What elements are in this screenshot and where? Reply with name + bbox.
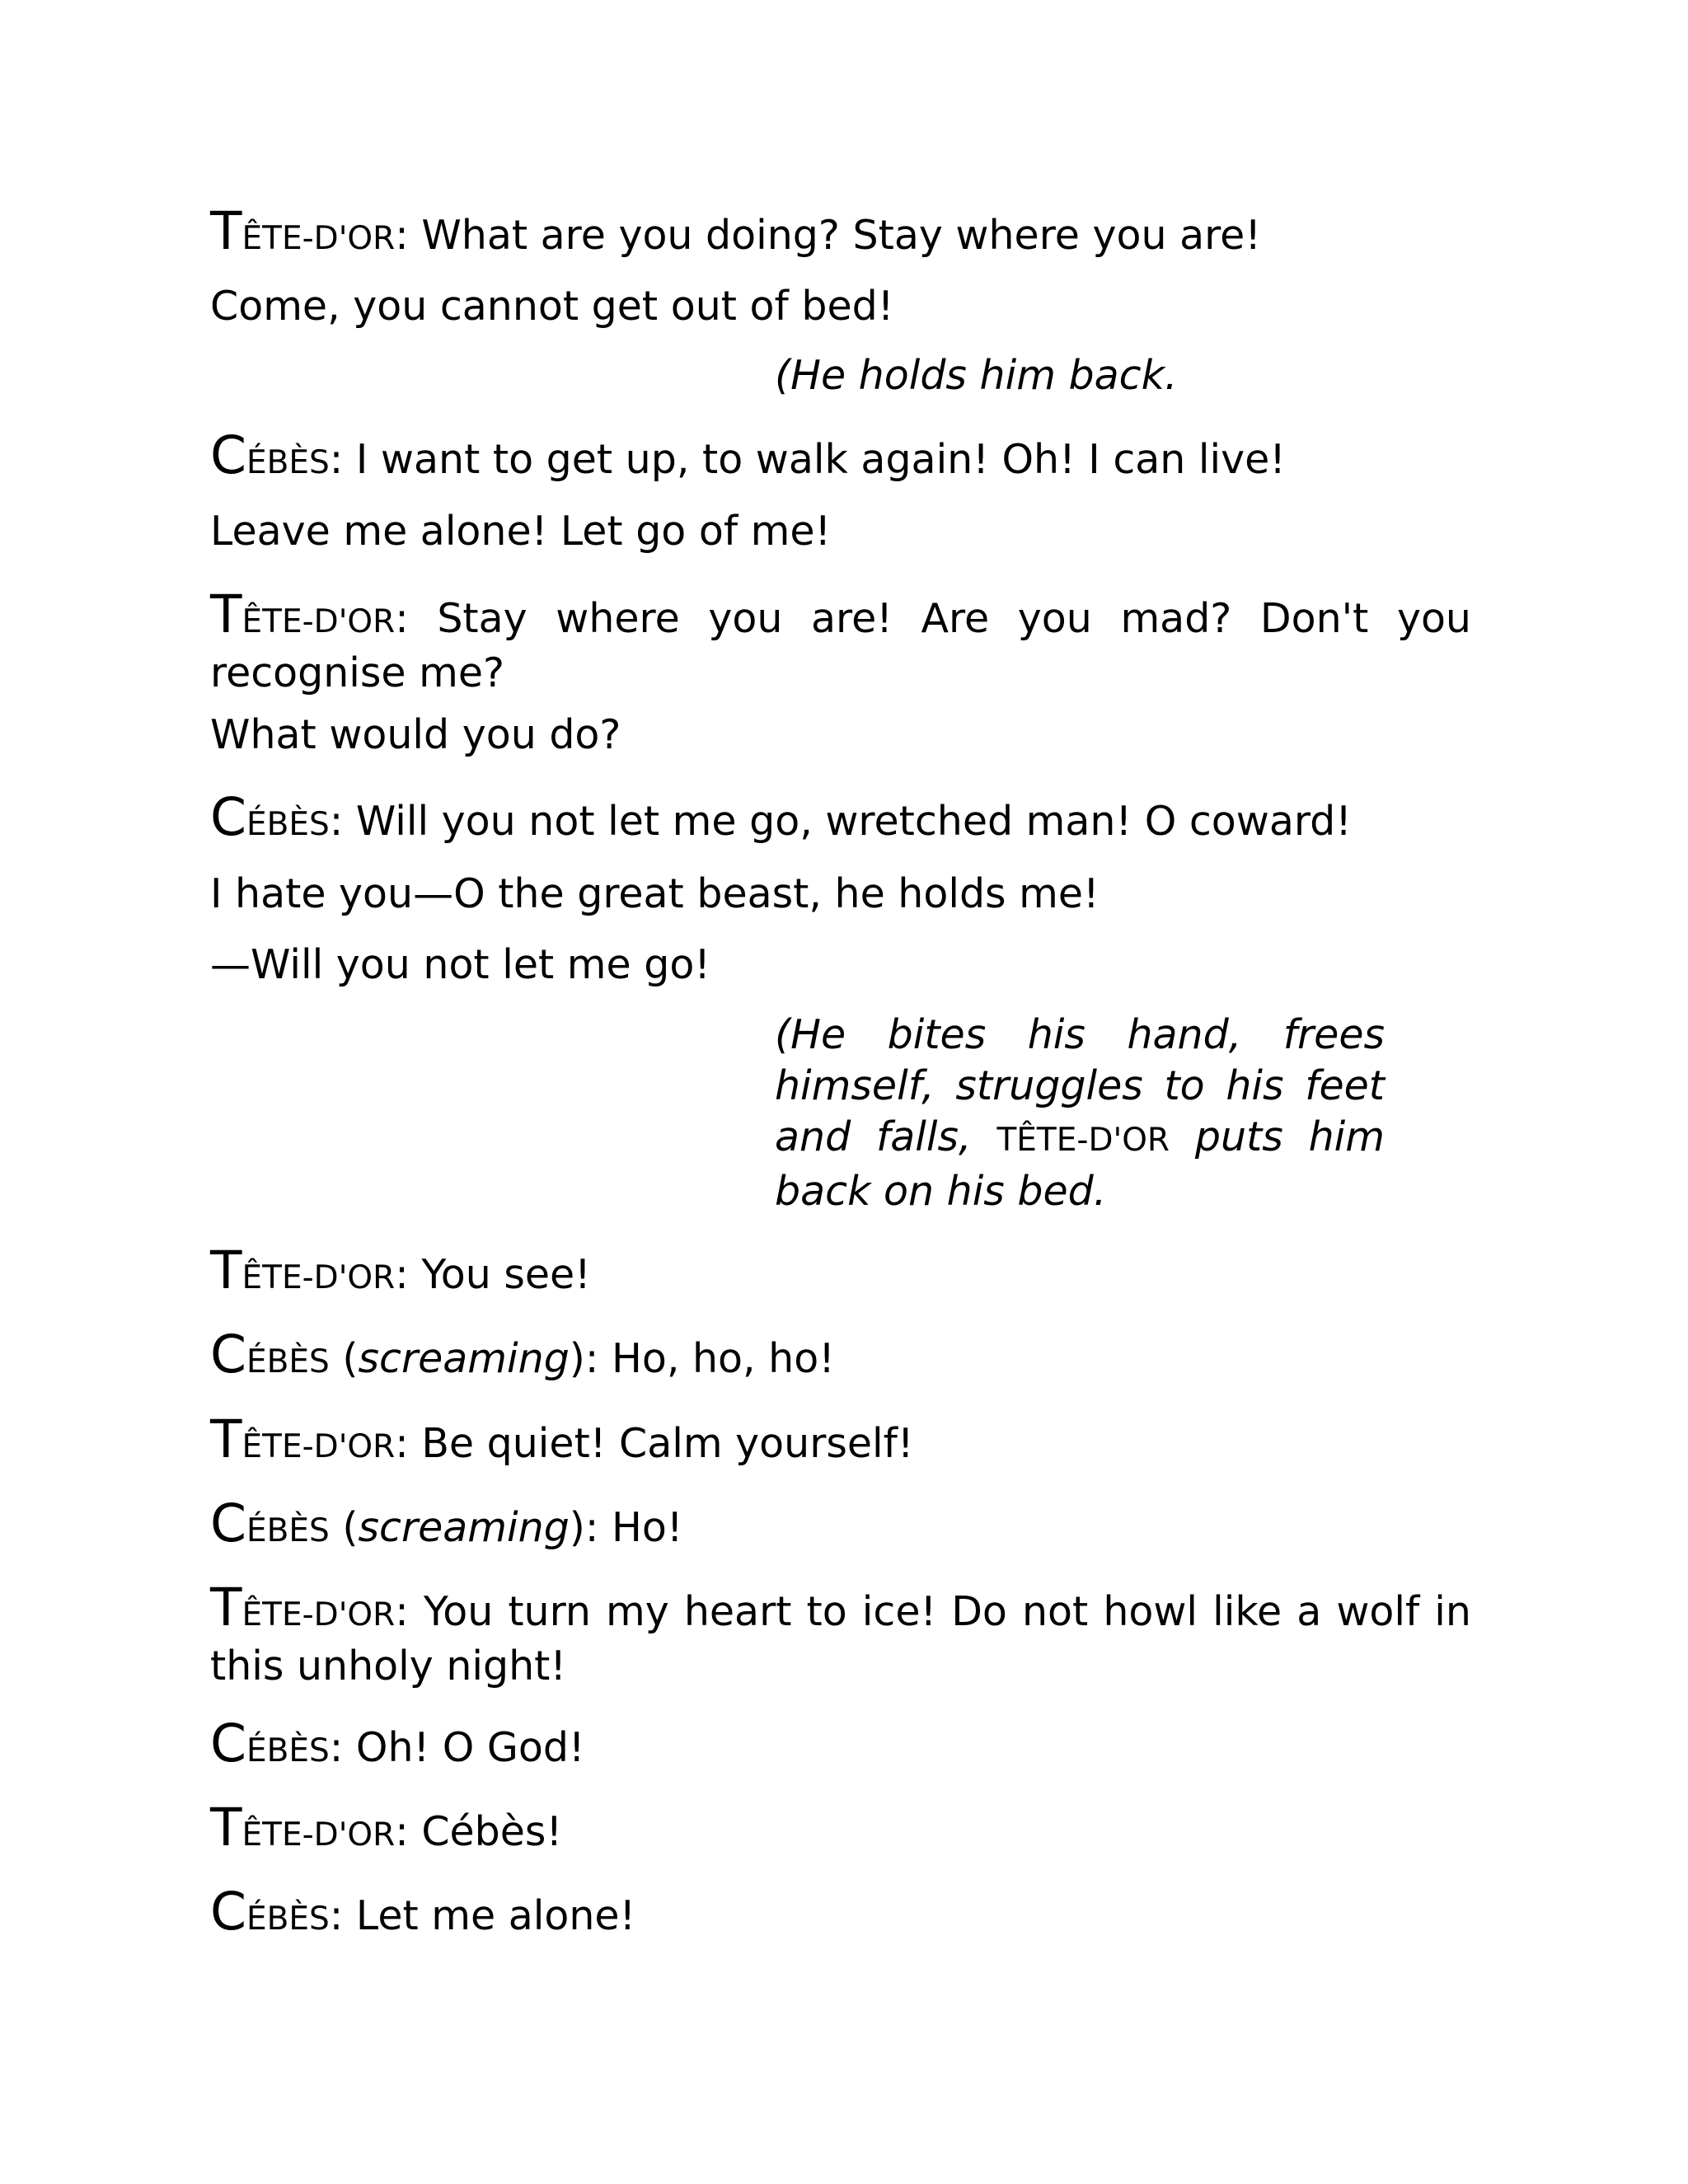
dialogue-line <box>210 1240 1471 1304</box>
speaker-name: ÊTE-D'OR <box>241 220 396 257</box>
paren-open: ( <box>329 1335 359 1382</box>
dialogue-line <box>210 201 1471 265</box>
speaker-initial: C <box>210 1493 246 1554</box>
dialogue-line <box>210 1797 1471 1861</box>
separator: : <box>329 1892 356 1939</box>
speech-text: Cébès! <box>421 1808 563 1855</box>
speaker-name: ÉBÈS <box>246 806 330 843</box>
direction-text: (He holds him back. <box>775 352 1178 399</box>
speech-text: Be quiet! Calm yourself! <box>421 1420 914 1467</box>
speech-text: I hate you—O the great beast, he holds me! <box>210 870 1100 917</box>
direction-text: puts him back on his bed. <box>775 1113 1385 1215</box>
dialogue-line <box>210 940 1471 991</box>
speaker-initial: T <box>210 1240 242 1301</box>
speaker-name: ÉBÈS <box>246 1732 330 1769</box>
speech-text: I want to get up, to walk again! Oh! I can live! <box>355 436 1286 483</box>
speech-text: Stay where you are! Are you mad? Don't you recognise me? <box>210 595 1471 696</box>
speech-text: Come, you cannot get out of bed! <box>210 283 894 330</box>
speech-text: Oh! O God! <box>355 1724 585 1771</box>
speaker-initial: C <box>210 425 246 485</box>
dialogue-line <box>210 506 1471 557</box>
speaker-name: ÉBÈS <box>246 1900 330 1938</box>
dialogue-line <box>210 1577 1471 1692</box>
speaker-name: ÊTE-D'OR <box>241 603 396 640</box>
separator: : <box>395 1251 422 1298</box>
dialogue-line <box>210 281 1471 332</box>
separator: : <box>395 212 422 259</box>
dialogue-line <box>210 584 1471 699</box>
speech-text: What would you do? <box>210 711 621 758</box>
speaker-initial: T <box>210 201 242 261</box>
dialogue-line <box>210 1713 1471 1777</box>
dialogue-line <box>210 710 1471 761</box>
separator: : <box>395 595 438 642</box>
speech-text: Will you not let me go, wretched man! O coward! <box>355 798 1352 845</box>
speech-text: Leave me alone! Let go of me! <box>210 508 832 555</box>
speaker-name: ÊTE-D'OR <box>241 1596 396 1633</box>
speaker-name: ÊTE-D'OR <box>241 1816 396 1854</box>
aside-text: screaming <box>358 1335 570 1382</box>
speaker-initial: T <box>210 1409 242 1469</box>
speaker-initial: T <box>210 584 242 644</box>
dialogue-line <box>210 1493 1471 1557</box>
speech-text: Ho, ho, ho! <box>612 1335 835 1382</box>
speech-text: Let me alone! <box>355 1892 636 1939</box>
speech-text: What are you doing? Stay where you are! <box>421 212 1261 259</box>
speaker-name: ÉBÈS <box>246 1343 330 1380</box>
character-name: TÊTE-D'OR <box>996 1122 1170 1159</box>
speech-text: —Will you not let me go! <box>210 941 710 988</box>
speaker-name: ÊTE-D'OR <box>241 1428 396 1465</box>
paren-open: ( <box>329 1504 359 1551</box>
speaker-name: ÉBÈS <box>246 444 330 481</box>
speaker-initial: T <box>210 1577 242 1638</box>
dialogue-line <box>210 1409 1471 1473</box>
speaker-initial: T <box>210 1797 242 1858</box>
speaker-initial: C <box>210 1882 246 1942</box>
stage-direction <box>775 350 1385 401</box>
separator: : <box>395 1808 422 1855</box>
separator: : <box>395 1588 424 1635</box>
speaker-name: ÉBÈS <box>246 1512 330 1549</box>
separator: : <box>329 436 356 483</box>
dialogue-line <box>210 1324 1471 1388</box>
dialogue-line <box>210 787 1471 851</box>
direction-text: (He bites his hand, frees himself, struggles to his feet and falls, <box>775 1011 1385 1160</box>
dialogue-line <box>210 425 1471 489</box>
separator: : <box>329 798 356 845</box>
speech-text: Ho! <box>612 1504 683 1551</box>
separator: : <box>329 1724 356 1771</box>
speech-text: You see! <box>421 1251 591 1298</box>
speech-text: You turn my heart to ice! Do not howl like a wolf in this unholy night! <box>210 1588 1471 1690</box>
aside-text: screaming <box>358 1504 570 1551</box>
stage-direction <box>775 1010 1385 1217</box>
separator: : <box>395 1420 422 1467</box>
speaker-name: ÊTE-D'OR <box>241 1259 396 1296</box>
speaker-initial: C <box>210 1324 246 1385</box>
dialogue-line <box>210 869 1471 920</box>
paren-close: ): <box>569 1335 612 1382</box>
paren-close: ): <box>569 1504 612 1551</box>
speaker-initial: C <box>210 787 246 847</box>
dialogue-line <box>210 1882 1471 1945</box>
speaker-initial: C <box>210 1713 246 1774</box>
